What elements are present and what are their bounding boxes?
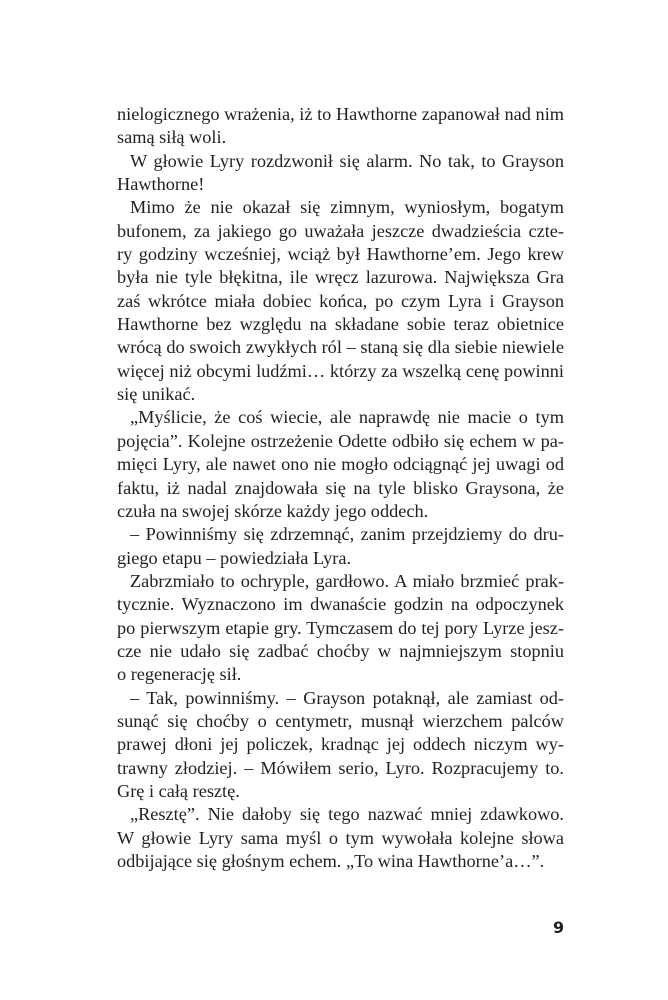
text-line: W głowie Lyry rozdzwonił się alarm. No tak, to Grayson	[130, 150, 564, 171]
text-line: Zabrzmiało to ochryple, gardłowo. A miało brzmieć prak-	[130, 570, 564, 591]
text-line: wrócą do swoich zwykłych ról – staną się dla siebie niewiele	[117, 337, 564, 358]
text-line: giego etapu – powiedziała Lyra.	[117, 547, 352, 568]
text-line: prawej dłoni jej policzek, kradnąc jej oddech niczym wy-	[117, 734, 564, 755]
text-line: Mimo że nie okazał się zimnym, wyniosłym, bogatym	[130, 197, 564, 218]
text-line: była nie tyle błękitna, ile wręcz lazurowa. Największa Gra	[117, 267, 564, 288]
text-line: po pierwszym etapie gry. Tymczasem do tej pory Lyrze jesz-	[117, 617, 564, 638]
text-line: trawny złodziej. – Mówiłem serio, Lyro. Rozpracujemy to.	[117, 757, 564, 778]
text-line: mięci Lyry, ale nawet ono nie mogło odciągnąć jej uwagi od	[117, 454, 564, 475]
text-line: zaś wkrótce miała dobiec końca, po czym Lyra i Grayson	[117, 290, 564, 311]
text-line: bufonem, za jakiego go uważała jeszcze dwadzieścia czte-	[117, 220, 564, 241]
text-line: samą siłą woli.	[117, 127, 227, 148]
page-number: 9	[553, 918, 565, 937]
text-line: odbijające się głośnym echem. „To wina Hawthorne’a…”.	[117, 851, 545, 871]
text-line: W głowie Lyry sama myśl o tym wywołała kolejne słowa	[117, 827, 564, 848]
text-line: ry godziny wcześniej, wciąż był Hawthorne’em. Jego krew	[117, 244, 564, 265]
text-line: – Powinniśmy się zdrzemnąć, zanim przejdziemy do dru-	[130, 524, 564, 545]
text-line: się unikać.	[117, 384, 196, 405]
text-line: sunąć się choćby o centymetr, musnął wierzchem palców	[117, 710, 564, 731]
text-line: Grę i całą resztę.	[117, 780, 240, 801]
text-line: faktu, iż nadal znajdowała się na tyle blisko Graysona, że	[117, 477, 564, 498]
text-line: „Myślicie, że coś wiecie, ale naprawdę nie macie o tym	[130, 407, 564, 428]
text-line: Hawthorne!	[117, 174, 205, 195]
text-line: więcej niż obcymi ludźmi… którzy za wszelką cenę powinni	[117, 360, 564, 381]
text-line: tycznie. Wyznaczono im dwanaście godzin na odpoczynek	[117, 594, 564, 615]
text-line: cze nie udało się zadbać choćby w najmniejszym stopniu	[117, 640, 564, 661]
text-line: czuła na swojej skórze każdy jego oddech.	[117, 500, 429, 521]
text-line: „Resztę”. Nie dałoby się tego nazwać mniej zdawkowo.	[130, 804, 564, 825]
body-text	[117, 103, 564, 873]
text-line: nielogicznego wrażenia, iż to Hawthorne zapanował nad nim	[117, 104, 564, 124]
text-line: – Tak, powinniśmy. – Grayson potaknął, ale zamiast od-	[130, 687, 564, 708]
text-line: Hawthorne bez względu na składane sobie teraz obietnice	[117, 314, 564, 335]
text-line: o regenerację sił.	[117, 664, 242, 685]
text-line: pojęcia”. Kolejne ostrzeżenie Odette odbiło się echem w pa-	[117, 430, 564, 451]
